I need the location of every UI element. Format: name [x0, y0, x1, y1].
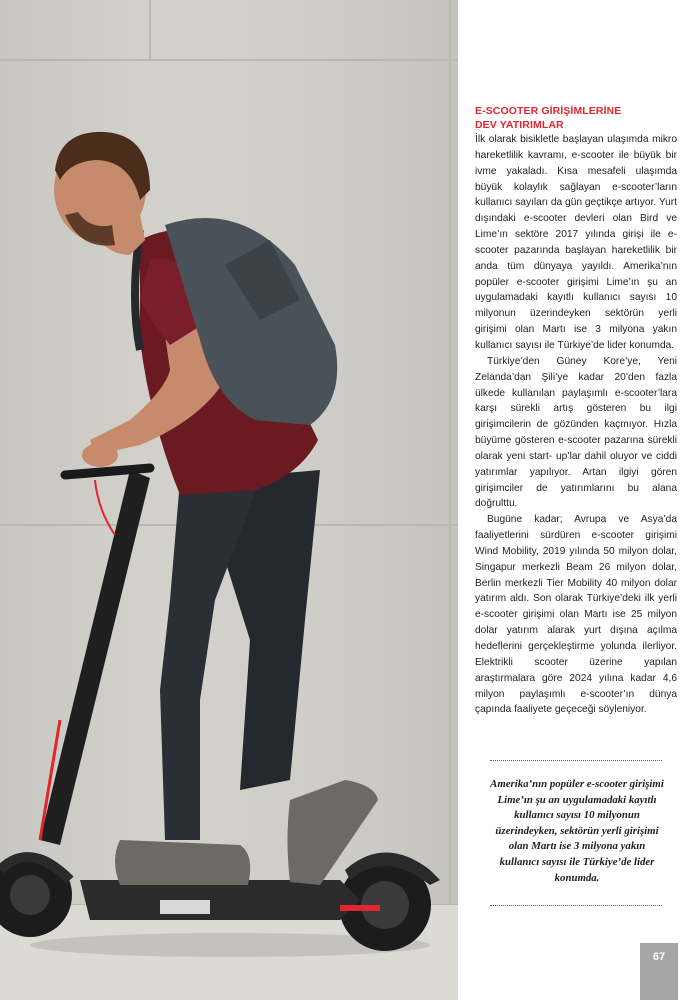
- paragraph-2: Türkiye’den Güney Kore’ye, Yeni Zelanda’dan Şili’ye kadar 20’den fazla ülkede kullanılan paylaşımlı e-scooter’lara karşı sürekli artış gösteren bu ilgi girişimcilerin de gözünden kaçmıyor. Hızla büyüme gösteren e-scooter pazarına sürekli olarak yeni start- up’lar dahil oluyor ve ciddi yatırımlar yapılıyor. Artan ilgiyi gören girişimciler de yatırımlarını bu alana doğrulttu.: [475, 355, 677, 510]
- headline-line-1: E-SCOOTER GİRİŞİMLERİNE: [475, 105, 622, 117]
- paragraph-1: İlk olarak bisikletle başlayan ulaşımda mikro hareketlilik kavramı, e-scooter ile büyük bir ivme yakaladı. Kısa mesafeli ulaşımda büyük kolaylık sağlayan e-scooter’ların kullanıcı sayıları da gün geçtikçe artıyor. Yurt dışındaki e-scooter devleri olan Bird ve Lime’ın sektöre 2017 yılında girişi ile e-scooter pazarında başlayan hareketlilik bir anda tüm dünyaya yayıldı. Amerika’nın popüler e-scooter girişimi Lime’ın şu an uygulamadaki kayıtlı kullanıcı sayısı 10 milyonun üzerindeyken sektörün yerli girişimi olan Martı ise 3 milyona yakın kullanıcı sayısı ile Türkiye’de lider konumda.: [475, 134, 677, 351]
- page-number: 67: [640, 943, 678, 1000]
- pull-quote: Amerika’nın popüler e-scooter girişimi Lime’ın şu an uygulamadaki kayıtlı kullanıcı sayısı 10 milyonun üzerindeyken, sektörün yerli girişimi olan Martı ise 3 milyona yakın kullanıcı sayısı ile Türkiye’de lider konumda.: [490, 778, 664, 884]
- scooter-deck: [80, 880, 360, 920]
- article-column: [475, 104, 677, 718]
- article-body: [475, 132, 677, 718]
- paragraph-3: Bugüne kadar; Avrupa ve Asya’da faaliyetlerini sürdüren e-scooter girişimi Wind Mobility, 2019 yılında 50 milyon dolar, Singapur merkezli Beam 26 milyon dolar, Berlin merkezli Tier Mobility 40 milyon dolar yatırım aldı. Son olarak Türkiye’deki ilk yerli e-scooter girişimi olan Martı ise 25 milyon dolar yatırım alarak yurt dışına açılma hedeflerini gerçekleştirme yolunda ilerliyor. Elektrikli scooter üzerine yapılan araştırmalara göre 2024 yılına kadar 4,6 milyon paylaşımlı e-scooter’ın dünya çapında faaliyete geçeceği söyleniyor.: [475, 514, 677, 716]
- article-headline: [475, 104, 677, 132]
- headline-line-2: DEV YATIRIMLAR: [475, 119, 564, 131]
- left-shoe: [115, 840, 250, 885]
- scooter-stem: [40, 470, 150, 845]
- pull-quote-top-rule: [490, 760, 662, 761]
- pull-quote-bottom-rule: [490, 905, 662, 906]
